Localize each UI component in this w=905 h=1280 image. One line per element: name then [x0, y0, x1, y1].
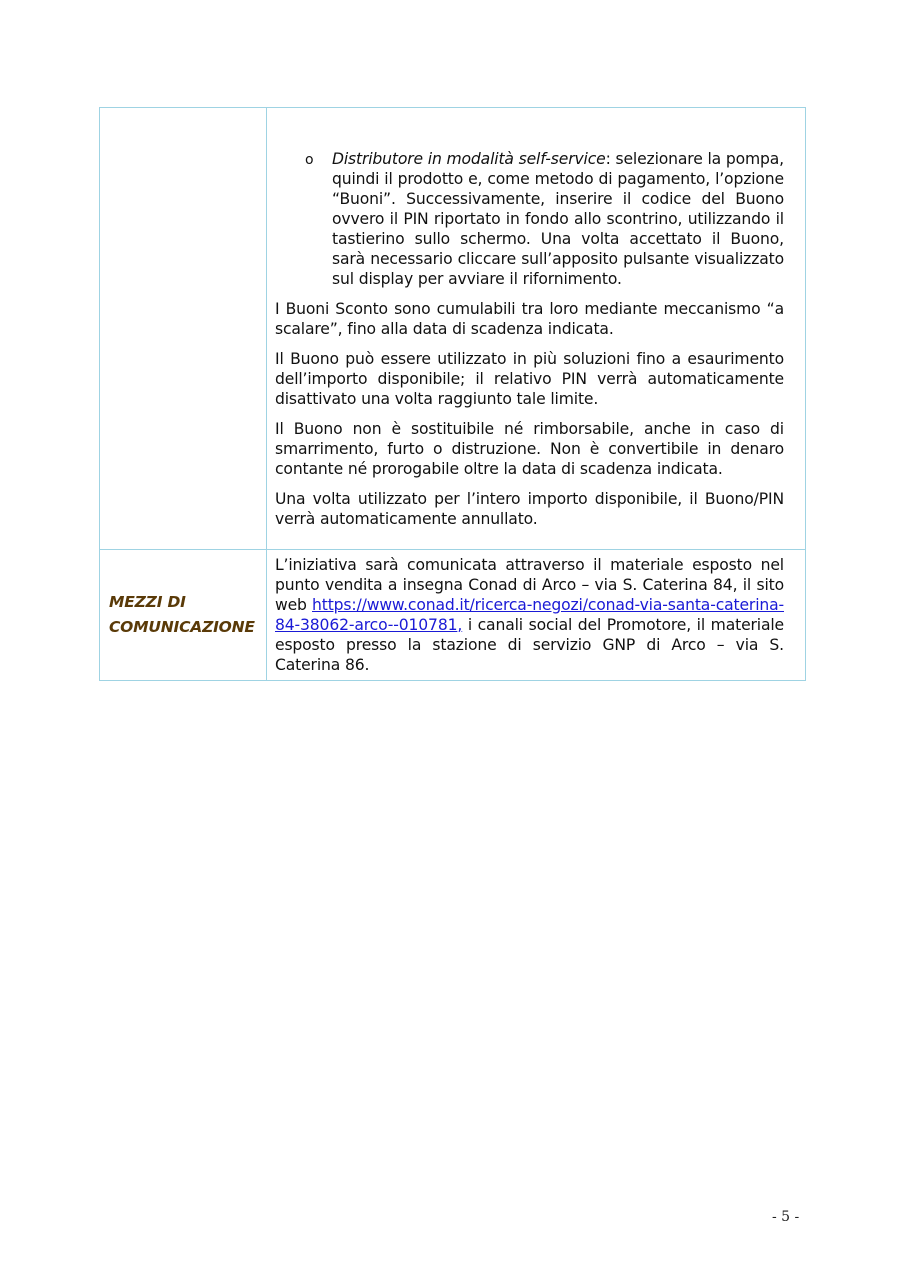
paragraph-utilizzo: Il Buono può essere utilizzato in più soluzioni fino a esaurimento dell’importo disponibile; il relativo PIN verrà automaticamente disattivato una volta raggiunto tale limite. — [275, 350, 784, 408]
row-content-cell — [267, 550, 806, 681]
row-label-cell — [100, 550, 267, 681]
rules-table — [99, 107, 806, 681]
row-label-cell — [100, 108, 267, 550]
page-number: - 5 - — [772, 1209, 800, 1225]
bullet-lead: Distributore in modalità self-service — [332, 150, 606, 168]
table-row — [100, 108, 806, 550]
link-comma: , — [457, 616, 463, 634]
paragraph-comunicazione — [275, 555, 784, 675]
paragraph-annullamento: Una volta utilizzato per l’intero importo disponibile, il Buono/PIN verrà automaticamente annullato. — [275, 490, 784, 528]
bullet-icon: o — [305, 152, 314, 168]
comunicazione-text-end: i canali social del Promotore, il materiale esposto presso la stazione di servizio GNP di Arco – via S. Caterina 86. — [275, 616, 784, 674]
list-item — [275, 149, 784, 289]
comunicazione-text-start: L’iniziativa sarà comunicata attraverso il materiale esposto nel punto vendita a insegna Conad di Arco – via S. Caterina 84, il sito web — [275, 556, 784, 614]
conad-store-link[interactable]: https://www.conad.it/ricerca-negozi/conad-via-santa-caterina-84-38062-arco--010781 — [275, 596, 784, 634]
mezzi-label-line1: MEZZI DI — [109, 593, 186, 611]
bullet-text: : selezionare la pompa, quindi il prodotto e, come metodo di pagamento, l’opzione “Buoni”. Successivamente, inserire il codice del Buono ovvero il PIN riportato in fondo allo scontrino, utilizzando il tastierino sullo schermo. Una volta accettato il Buono, sarà necessario cliccare sull’apposito pulsante visualizzato sul display per avviare il rifornimento. — [332, 150, 784, 288]
paragraph-cumulabili: I Buoni Sconto sono cumulabili tra loro mediante meccanismo “a scalare”, fino alla data di scadenza indicata. — [275, 300, 784, 338]
table-row — [100, 550, 806, 681]
row-content-cell — [267, 108, 806, 550]
paragraph-non-sostituibile: Il Buono non è sostituibile né rimborsabile, anche in caso di smarrimento, furto o distruzione. Non è convertibile in denaro contante né prorogabile oltre la data di scadenza indicata. — [275, 420, 784, 478]
mezzi-label-line2: COMUNICAZIONE — [109, 618, 255, 636]
